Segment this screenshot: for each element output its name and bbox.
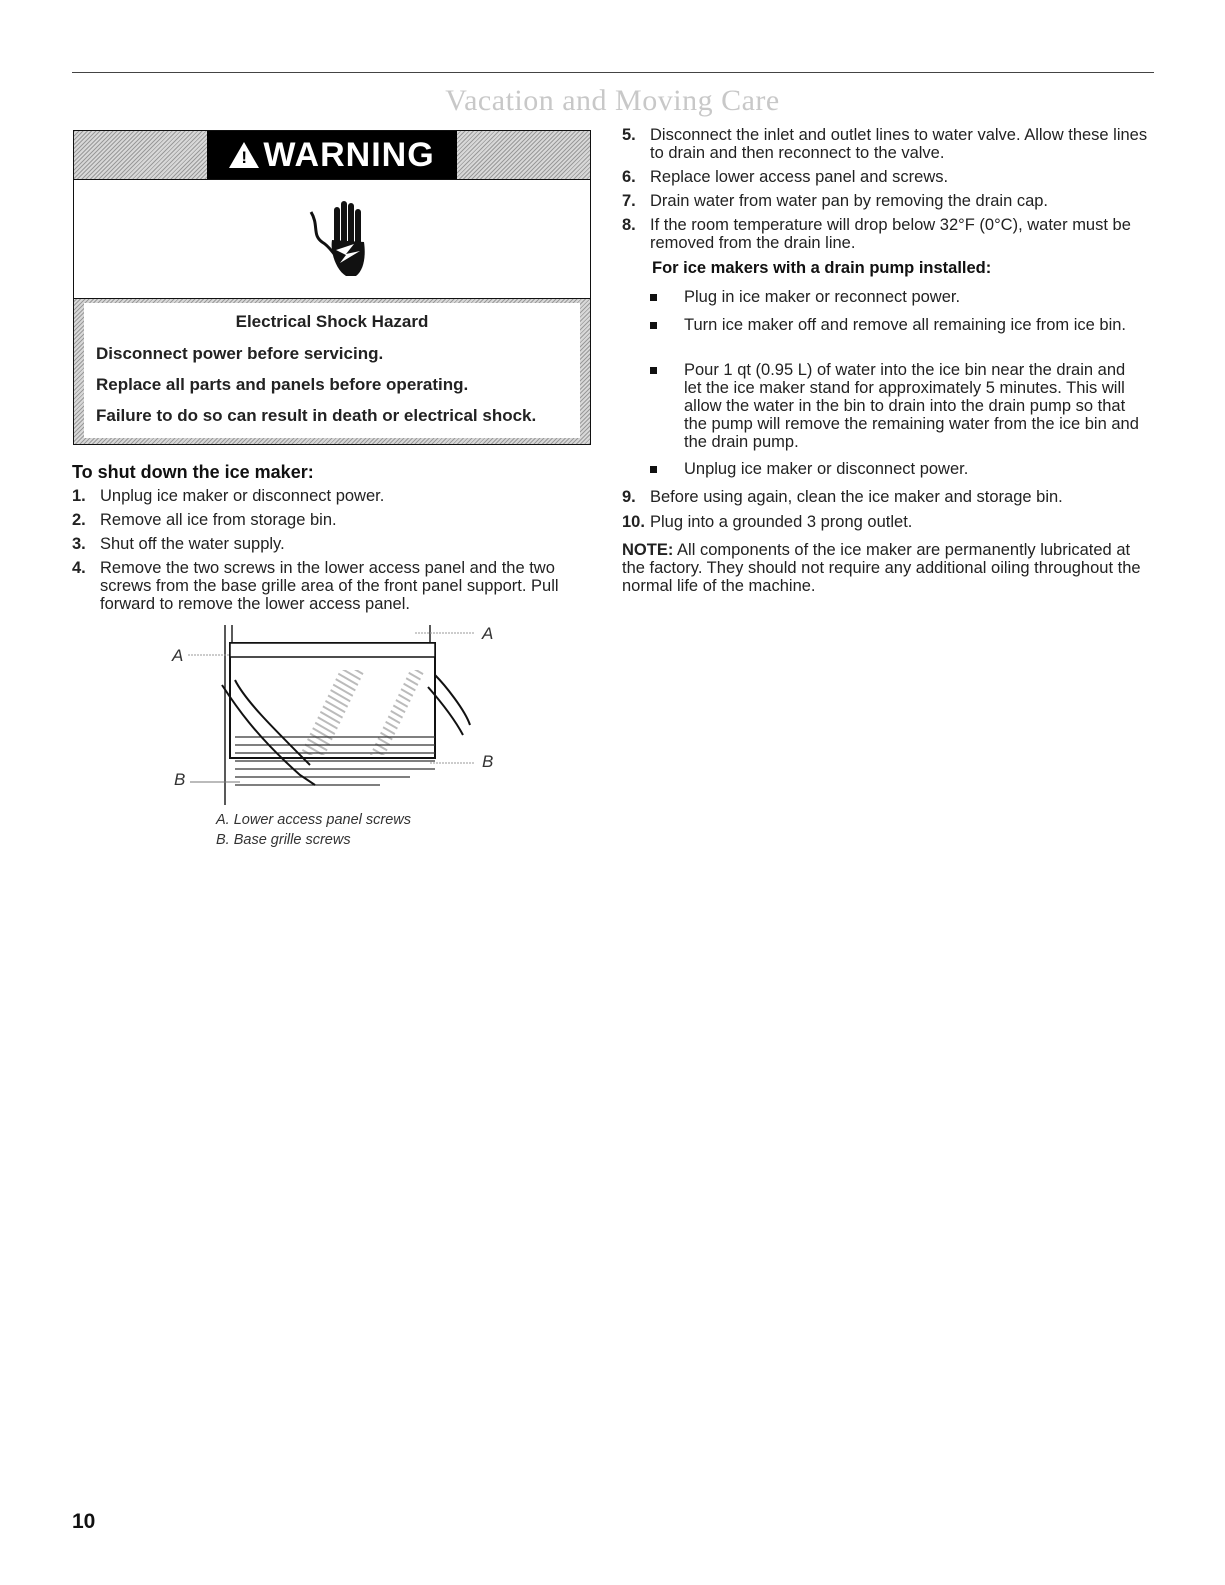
warning-line-1: Disconnect power before servicing.: [96, 344, 384, 363]
list-item: 3. Shut off the water supply.: [72, 535, 285, 553]
warning-text-panel: [84, 303, 580, 438]
note-paragraph: [622, 541, 1142, 595]
bullet-square-icon: [650, 466, 657, 473]
list-item: 8. If the room temperature will drop below 32°F (0°C), water must be removed from the drain line.: [622, 216, 1131, 252]
shutdown-heading: To shut down the ice maker:: [72, 462, 314, 482]
page-title: Vacation and Moving Care: [445, 84, 780, 117]
warning-header: [74, 131, 590, 179]
figure-caption-b: B. Base grille screws: [216, 832, 351, 848]
list-item: 5. Disconnect the inlet and outlet lines to water valve. Allow these lines to drain and then reconnect to the valve.: [622, 126, 1148, 162]
electric-shock-hand-icon: [74, 180, 590, 298]
bullet-square-icon: [650, 294, 657, 301]
hazard-title: Electrical Shock Hazard: [235, 312, 429, 331]
bullet-square-icon: [650, 322, 657, 329]
drain-pump-heading: For ice makers with a drain pump installed:: [652, 259, 992, 277]
list-item: 7. Drain water from water pan by removing the drain cap.: [622, 192, 1049, 210]
list-item: 6. Replace lower access panel and screws.: [622, 168, 949, 186]
list-item: Plug in ice maker or reconnect power.: [648, 288, 1144, 306]
list-item: Pour 1 qt (0.95 L) of water into the ice bin near the drain and let the ice maker stand for approximately 5 minutes. This will allow the water in the bin to drain into the drain pump so that the pump will remove the remaining water from the ice bin and the drain pump.: [648, 361, 1144, 451]
list-item: 4. Remove the two screws in the lower access panel and the two screws from the base grille area of the front panel support. Pull forward to remove the lower access panel.: [72, 559, 559, 613]
list-item: Unplug ice maker or disconnect power.: [648, 460, 1144, 478]
warning-tab: [207, 131, 456, 179]
list-item: 2. Remove all ice from storage bin.: [72, 511, 337, 529]
warning-box: [73, 130, 591, 445]
note-text: All components of the ice maker are permanently lubricated at the factory. They should not require any additional oiling throughout the normal life of the machine.: [622, 541, 1141, 595]
list-item: 10. Plug into a grounded 3 prong outlet.: [622, 513, 913, 531]
callout-a-right: A: [482, 624, 494, 643]
note-label: NOTE:: [622, 541, 674, 559]
page-number: 10: [72, 1510, 96, 1533]
warning-pictogram: [74, 179, 590, 299]
callout-b-left: B: [174, 770, 186, 789]
lower-access-panel-illustration: [180, 625, 510, 815]
list-item: 9. Before using again, clean the ice maker and storage bin.: [622, 488, 1063, 506]
list-item: Turn ice maker off and remove all remaining ice from ice bin.: [648, 316, 1144, 334]
top-rule: [72, 72, 1154, 73]
callout-a-left: A: [172, 646, 184, 665]
warning-header-text: WARNING: [263, 135, 435, 174]
list-item: 1. Unplug ice maker or disconnect power.: [72, 487, 385, 505]
bullet-square-icon: [650, 367, 657, 374]
warning-body: [74, 303, 590, 444]
figure-caption-a: A. Lower access panel screws: [216, 812, 412, 828]
warning-line-2: Replace all parts and panels before operating.: [96, 375, 469, 394]
warning-line-3: Failure to do so can result in death or electrical shock.: [96, 406, 537, 425]
warning-triangle-icon: [229, 142, 259, 168]
callout-b-right: B: [482, 752, 494, 771]
